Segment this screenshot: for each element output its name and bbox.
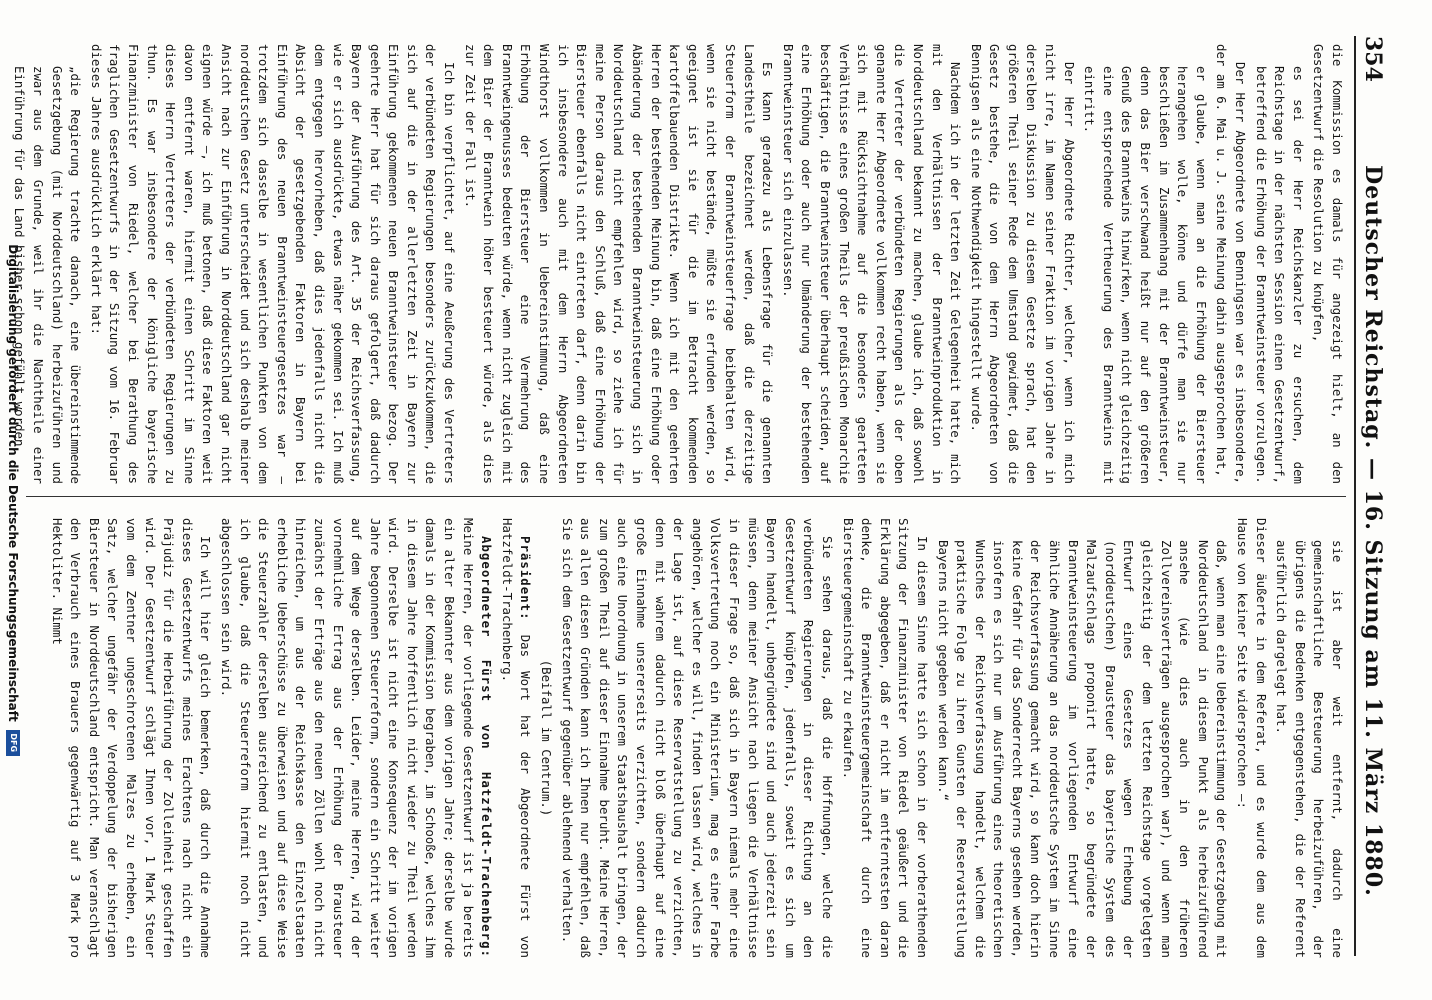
paragraph-text: sie ist aber weit entfernt, dadurch eine gemeinschaftliche Besteuerung herbeizuführen, der übrigens die Bedenken entgegenstehen, die der Referent ausführlich dargelegt hat. [1274,540,1345,958]
paragraph-text: Der Herr Abgeordnete von Benningsen war es insbesondere, der am 6. Mai u. J. seine Meinung dahin ausgesprochen hat, [1214,44,1249,484]
paragraph-text: Dieser äußerte in dem Referat, und es wurde dem aus dem Hause von keiner Seite widersprochen —: [1235,518,1269,958]
paragraph [47,518,214,958]
paragraph-text: Der Herr Abgeordnete Richter, welcher, wenn ich mich nicht irre, im Namen seiner Fraktion im vorigen Jahre in derselben Diskussion zu diesem Gesetze sprach, hat den größeren Theil seiner Rede dem Umstand gewidmet, daß die Gesetz bestehe, die von dem Herrn Abgeordneten von Bennigsen als eine Nothwendigkeit hingestellt wurde. [968,44,1077,484]
paragraph-text: Ich will hier gleich bemerken, daß durch die Annahme dieses Gesetzentwurfs meines Erachtens nach nicht ein Präjudiz für die Herbeiführung der Zolleinheit geschaffen wird. Der Gesetzentwurf schlägt Ihnen vor, 1 Mark Steuer vom dem Zentner ungeschrotenen Malzes zu erheben, ein Satz, welcher ungefähr der Verdoppelung der bisherigen Biersteuer in Norddeutschland entspricht. Man veranschlagt den Verbrauch eines Brauers gegenwärtig auf 3 Mark pro Hektoliter. Nimmt [49,518,214,958]
page-number: 354 [1360,36,1386,82]
paragraph [1212,44,1249,484]
digitization-credit [2,0,24,1000]
paragraph-text: „die Regierung trachte danach, eine übereinstimmende Gesetzgebung (mit Norddeutschland) herbeizuführen und zwar aus dem Grunde, weil ihr die Nachtheile einer Einführung für das Land bisher schon gefühlt worden [12,66,84,484]
paragraph [966,44,1078,484]
paragraph [557,518,836,958]
page-title: Deutscher Reichstag. — 16. Sitzung am 11. März 1880. [1360,165,1386,897]
paragraph-text: die Kommission es damals für angezeigt hielt, an den Gesetzentwurf die Resolution zu knüpfen, [1311,44,1345,484]
paragraph [1232,518,1269,958]
paragraph-text: er glaube, wenn man an die Erhöhung der Biersteuer herangehen wolle, könne und dürfe man sie nur beschließen im Zusammenhang mit der Branntweinsteuer, denn das Bier verschwand heißt nur auf den größeren Genuß des Branntweins hinwirken, wenn nicht gleichzeitig eine entsprechende Vertheuerung des Branntweins mit eintritt. [1082,66,1209,484]
right-text-column [45,518,1346,958]
paragraph-text: Das Wort hat der Abgeordnete Fürst von Hatzfeldt-Trachenberg. [499,518,534,958]
paragraph [1080,44,1210,484]
paragraph-text: Es kann geradezu als Lebensfrage für die genannten Landestheile bezeichnet werden, daß die derzeitige Steuerform der Branntweinsteuerfrage beibehalten wird, wenn sie nicht bestände, müßte sie erfunden werden, so geeignet ist sie für die im Betracht kommenden kartoffelbauenden Distrikte. Wenn ich mit den geehrten Herren der bestehenden Meinung bin, daß eine Erhöhung oder Abänderung der bestehenden Branntweinsteuerung sich in Norddeutschland nicht empfehlen wird, so ziehe ich für meine Person daraus den Schluß, daß eine Erhöhung der Biersteuer ebenfalls nicht eintreten darf, denn darin bin ich insbesondere auch mit dem Herrn Abgeordneten Windthorst vollkommen in Uebereinstimmung, daß eine Erhöhung der Biersteuer eine Vermehrung des Branntweingenusses bedeuten würde, wenn nicht zugleich mit dem Bier der Branntwein höher besteuert würde, als dies zur Zeit der Fall ist. [462,44,776,484]
column-divider [26,496,1346,497]
speaker-name: Abgeordneter Fürst von Hatzfeldt-Trachenberg: [479,536,495,958]
paragraph [933,518,1231,958]
paragraph-text: Nachdem ich in der letzten Zeit Gelegenheit hatte, mich mit den Verhältnissen der Branntweinproduktion in Norddeutschland bekannt zu machen, glaube ich, daß sowohl die Vertreter der verbündeten Regierungen als der oben genannte Herr Abgeordnete vollkommen recht haben, wenn sie sich mit Rücksichtnahme auf die besonders gearteten Verhältnisse eines großen Theils der preußischen Monarchie beschäftigen, die Branntweinsteuer überhaupt scheiden, auf eine Erhöhung oder auch nur Umänderung der bestehenden Branntweinsteuer sich einzulassen. [780,44,964,484]
speaker-name: Präsident: [518,536,534,621]
paragraph [460,44,776,484]
paragraph-text: Meine Herren, der vorliegende Gesetzentwurf ist ja bereits ein alter Bekannter aus dem vorigen Jahre; derselbe wurde damals in der Kommission begraben, im Schooße, welches ihm in diesem Jahre hoffentlich nicht wieder zu Theil werden wird. Derselbe ist nicht eine Konsequenz der im vorigen Jahre begonnenen Steuerreform, sondern ein Schritt weiter auf dem Wege derselben. Leider, meine Herren, wird der vornehmliche Ertrag aus der Erhöhung der Brausteuer zunächst der Erträge aus den neuen Zöllen wohl noch nicht hinreichen, um aus der Reichskasse den Einzelstaaten erhebliche Ueberschüsse zu überweisen und auf diese Weise die Steuerzahler derselben ausreichend zu entlasten, und ich glaube, daß die Steuerreform hiermit noch nicht abgeschlossen sein wird. [218,518,476,958]
left-text-column [8,44,1346,484]
paragraph [86,44,458,484]
dfg-logo-icon: DFG [6,730,20,756]
paragraph [497,518,534,958]
paragraph [1251,44,1307,484]
paragraph-text: Ich bin verpflichtet, auf eine Aeußerung des Vertreters der verbündeten Regierungen besonders zurückzukommen, die sich auf die in der allerletzten Zeit in Bayern zur Einführung gekommenen neuen Branntweinsteuer bezog. Der geehrte Herr hat für sich daraus gefolgert, daß dadurch Bayern der Ausführung des Art. 35 der Reichsverfassung, wie er sich ausdrückte, etwas näher gekommen sei. Ich muß dem entgegen hervorheben, daß dies jedenfalls nicht die Absicht der gesetzgebenden Faktoren in Bayern bei Einführung des neuen Branntweinsteuergesetzes war — trotzdem sich dasselbe in wesentlichen Punkten von dem norddeutschen Gesetz unterscheidet und sich deshalb meiner Ansicht nach zur Einführung in Norddeutschland gar nicht eignen würde —, ich muß betonen, daß diese Faktoren weit davon entfernt waren, hiermit einen Schritt im Sinne dieses Herrn Vertreters der verbündeten Regierungen zu thun. Es war insbesondere der königliche bayerische Finanzminister von Riedel, welcher bei Berathung des fraglichen Gesetzentwurfs in der Sitzung vom 16. Februar dieses Jahres ausdrücklich erklärt hat: [88,44,458,484]
paragraph [1309,44,1346,484]
paragraph [838,518,931,958]
credit-text: Digitalisierung gefördert durch die Deutsche Forschungsgemeinschaft [6,244,20,722]
page-header [1354,36,1390,956]
paragraph-text: Sie sehen daraus, daß die Hoffnungen, welche die verbündeten Regierungen in dieser Richtung an den Gesetzentwurf knüpfen, jedenfalls, soweit es sich um Bayern handelt, unbegründete sind und auch jederzeit sein müssen, denn meiner Ansicht nach liegen die Verhältnisse in dieser Frage so, daß sich in Bayern niemals mehr eine Volksvertretung noch ein Ministerium, mag es einer Farbe angehören, welcher es will, finden lassen wird, welches in der Lage ist, auf diese Reservatstellung zu verzichten, denn mit wahrem dadurch nicht bloß überhaupt auf eine große Einnahme unsererseits verzichten, sondern dadurch auch eine Unordnung in unserem Staatshaushalt bringen, der zum großen Theil auf dieser Einnahme beruht. Meine Herren, aus allen diesen Gründen kann ich Ihnen nur empfehlen, daß Sie sich dem Gesetzentwurf gegenüber ablehnend verhalten. [559,518,835,958]
paragraph-text: es sei der Herr Reichskanzler zu ersuchen, dem Reichstage in der nächsten Session einen Gesetzentwurf, betreffend die Erhöhung der Branntweinsteuer vorzulegen. [1253,66,1306,484]
paragraph-text: daß, wenn man eine Uebereinstimmung der Gesetzgebung mit Norddeutschland in diesem Punkt als herbeizuführend ansehe (wie dies auch in den früheren Zollvereinsverträgen ausgesprochen war), und wenn man gleichzeitig der dem letzten Reichstage vorgelegten Entwurf eines Gesetzes wegen Erhebung der (norddeutschen) Brausteuer das bayerische System des Malzaufschlags proponirt hatte, so begründete der Branntweinsteuerung im vorliegenden Entwurf eine ähnliche Annäherung an das norddeutsche System im Sinne der Reichsverfassung gemacht wird, so kann doch hierin keine Gefahr für das Sonderrecht Bayerns gesehen werden, insofern es sich nur um Ausführung eines theoretischen Wunsches der Reichsverfassung handelt, welchem die praktische Folge zu ihren Gunsten der Reservatstellung Bayerns nicht gegeben werden kann.“ [935,540,1230,958]
paragraph [216,518,495,958]
paragraph [1272,518,1346,958]
paragraph [778,44,964,484]
paragraph-text: In diesem Sinne hatte sich schon in der vorberathenden Sitzung der Finanzminister von Riedel geäußert und die Erklärung abgegeben, daß er nicht im entferntesten daran denke, die Branntweinsteuergemeinschaft durch eine Biersteuergemeinschaft zu erkaufen. [840,518,930,958]
paragraph [536,518,555,958]
paragraph-text: (Beifall im Centrum.) [539,659,555,817]
